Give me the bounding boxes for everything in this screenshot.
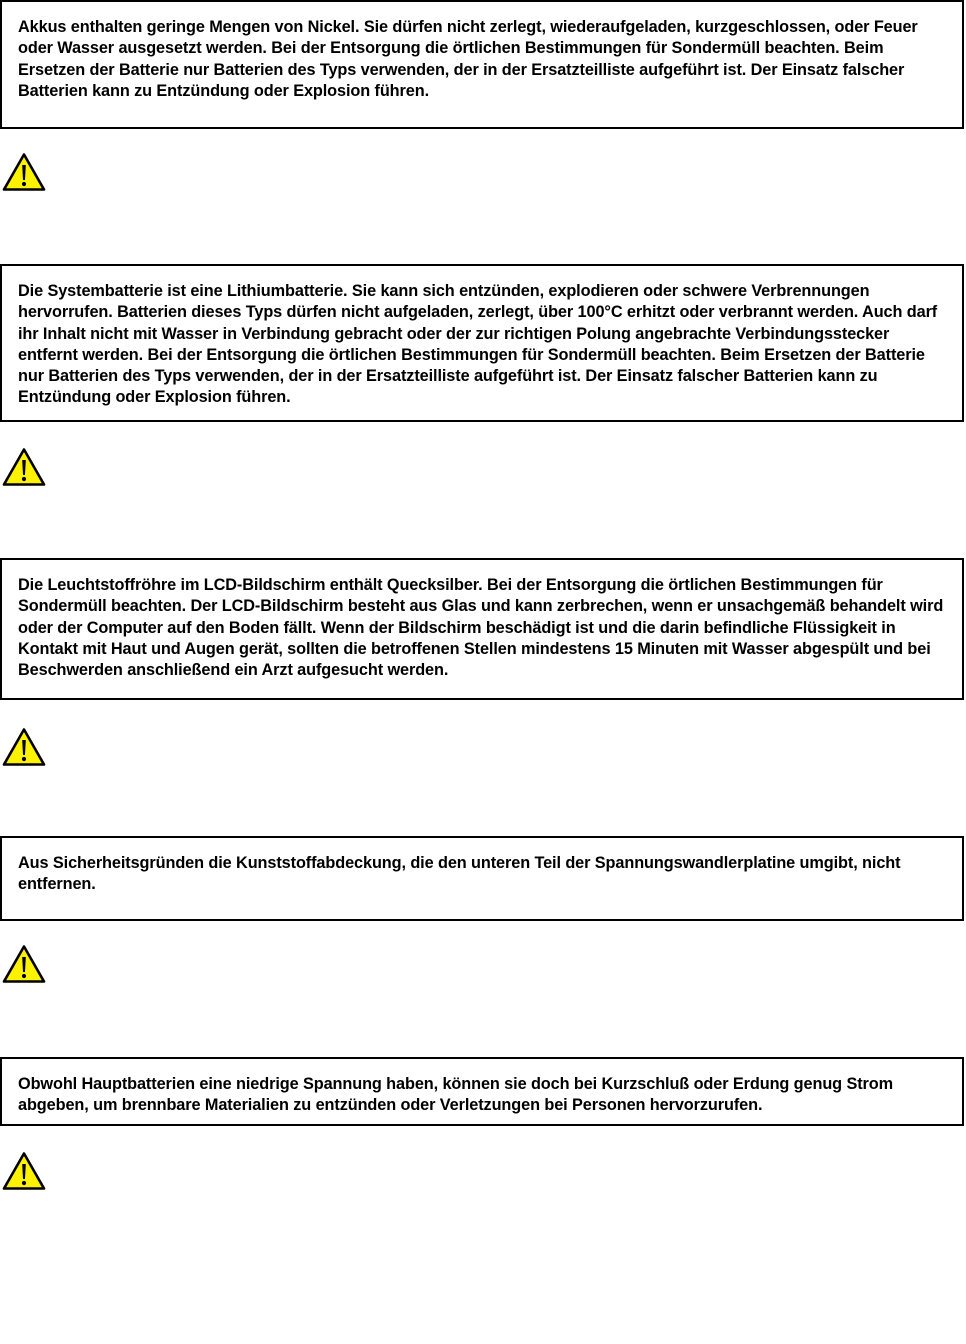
main-battery-notice (0, 1057, 964, 1126)
notice-text: Akkus enthalten geringe Mengen von Nickel. Sie dürfen nicht zerlegt, wiederaufgeladen, kurzgeschlossen, oder Feuer oder Wasser ausgesetzt werden. Bei der Entsorgung die örtlichen Bestimmungen für Sondermüll beachten. Beim Ersetzen der Batterie nur Batterien des Typs verwenden, der in der Ersatzteilliste aufgeführt ist. Der Einsatz falscher Batterien kann zu Entzündung oder Explosion führen. (18, 18, 918, 100)
notice-text: Obwohl Hauptbatterien eine niedrige Spannung haben, können sie doch bei Kurzschluß oder Erdung genug Strom abgeben, um brennbare Materialien zu entzünden oder Verletzungen bei Personen hervorzurufen. (18, 1075, 893, 1115)
warning-triangle-icon (2, 727, 46, 767)
notice-text: Die Leuchtstoffröhre im LCD-Bildschirm enthält Quecksilber. Bei der Entsorgung die örtlichen Bestimmungen für Sondermüll beachten. Der LCD-Bildschirm besteht aus Glas und kann zerbrechen, wenn er unsachgemäß behandelt wird oder der Computer auf den Boden fällt. Wenn der Bildschirm beschädigt ist und die darin befindliche Flüssigkeit in Kontakt mit Haut und Augen gerät, sollten die betroffenen Stellen mindestens 15 Minuten mit Wasser abgespült und bei Beschwerden anschließend ein Arzt aufgesucht werden. (18, 576, 944, 680)
nickel-battery-notice (0, 0, 964, 129)
lcd-mercury-notice (0, 558, 964, 700)
lithium-battery-notice (0, 264, 964, 422)
warning-triangle-icon (2, 152, 46, 192)
notice-text: Die Systembatterie ist eine Lithiumbatterie. Sie kann sich entzünden, explodieren oder schwere Verbrennungen hervorrufen. Batterien dieses Typs dürfen nicht aufgeladen, zerlegt, über 100°C erhitzt oder verbrannt werden. Auch darf ihr Inhalt nicht mit Wasser in Verbindung gebracht oder der zur richtigen Polung angebrachte Verbindungsstecker entfernt werden. Bei der Entsorgung die örtlichen Bestimmungen für Sondermüll beachten. Beim Ersetzen der Batterie nur Batterien des Typs verwenden, der in der Ersatzteilliste aufgeführt ist. Der Einsatz falscher Batterien kann zu Entzündung oder Explosion führen. (18, 282, 938, 407)
plastic-cover-notice (0, 836, 964, 921)
warning-triangle-icon (2, 447, 46, 487)
warning-triangle-icon (2, 944, 46, 984)
warning-triangle-icon (2, 1151, 46, 1191)
notice-text: Aus Sicherheitsgründen die Kunststoffabdeckung, die den unteren Teil der Spannungswandlerplatine umgibt, nicht entfernen. (18, 854, 901, 894)
